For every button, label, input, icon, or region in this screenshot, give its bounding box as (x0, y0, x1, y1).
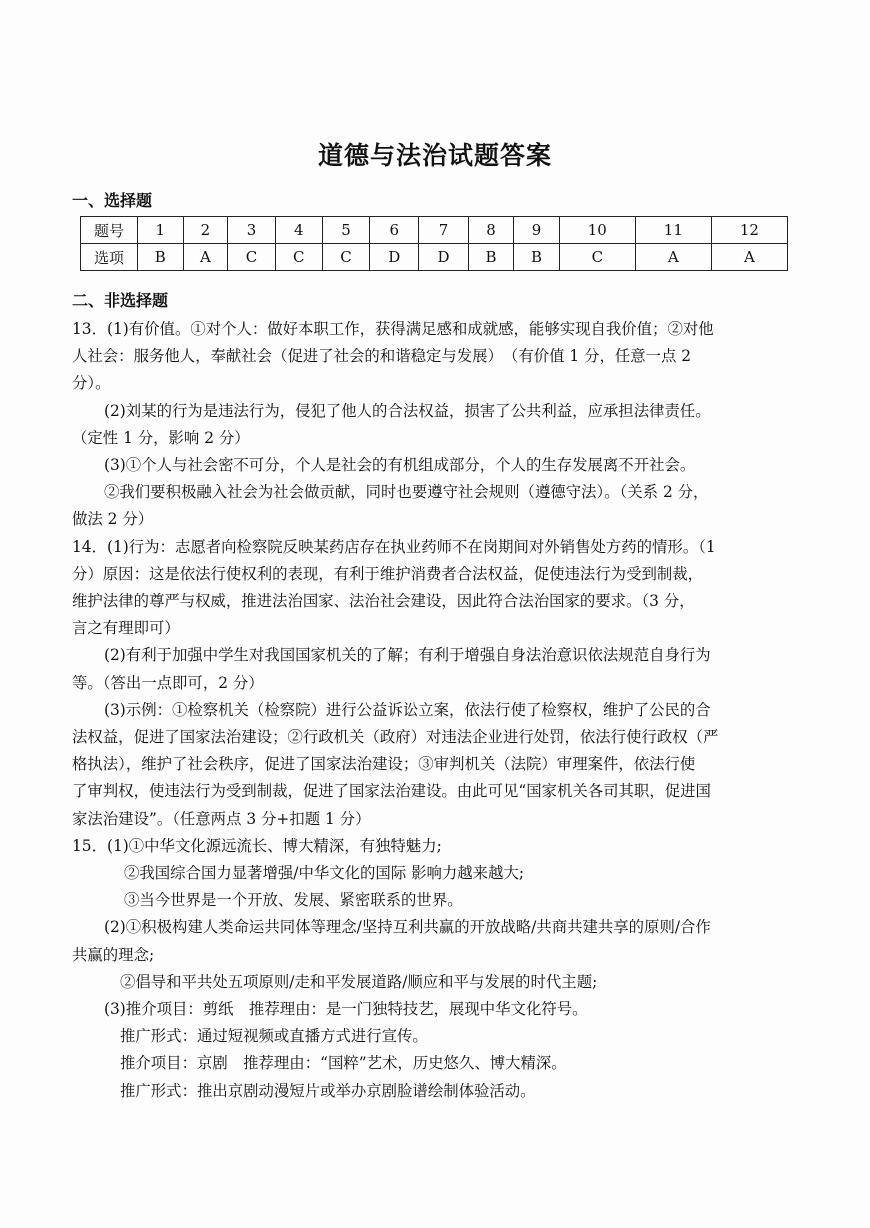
table-cell: B (514, 244, 560, 271)
table-cell: 2 (183, 217, 228, 244)
text-line: (3)①个人与社会密不可分，个人是社会的有机组成部分，个人的生存发展离不开社会。 (104, 456, 696, 475)
table-cell: A (635, 244, 711, 271)
text-line: 分）原因：这是依法行使权利的表现，有利于维护消费者合法权益，促使违法行为受到制裁， (72, 564, 704, 583)
section-heading-choice: 一、选择题 (72, 191, 153, 210)
text-line: 家法治建设”。（任意两点 3 分+扣题 1 分） (72, 809, 371, 828)
text-line: ③当今世界是一个开放、发展、紧密联系的世界。 (124, 891, 463, 910)
text-line: 15．(1)①中华文化源远流长、博大精深，有独特魅力; (72, 836, 442, 855)
text-line: 了审判权，使违法行为受到制裁，促进了国家法治建设。由此可见“国家机关各司其职，促进国 (72, 782, 711, 801)
table-cell: 5 (322, 217, 369, 244)
section-heading-open: 二、非选择题 (72, 291, 169, 310)
table-cell: C (559, 244, 635, 271)
text-line: (3)推介项目：剪纸 推荐理由：是一门独特技艺，展现中华文化符号。 (104, 1000, 588, 1019)
table-cell: B (468, 244, 514, 271)
text-line: 等。（答出一点即可，2 分） (72, 673, 264, 692)
table-cell: C (322, 244, 369, 271)
text-line: 推广形式：通过短视频或直播方式进行宣传。 (120, 1027, 428, 1046)
text-line: 格执法），维护了社会秩序，促进了国家法治建设；③审判机关（法院）审理案件，依法行使 (72, 755, 696, 774)
text-line: 维护法律的尊严与权威，推进法治国家、法治社会建设，因此符合法治国家的要求。（3 分， (72, 592, 695, 611)
text-line: (2)刘某的行为是违法行为，侵犯了他人的合法权益，损害了公共利益，应承担法律责任。 (104, 401, 711, 420)
table-cell: 4 (275, 217, 322, 244)
text-line: （定性 1 分，影响 2 分） (72, 428, 250, 447)
table-cell: 1 (138, 217, 184, 244)
table-row-numbers (81, 217, 788, 244)
table-cell: 10 (559, 217, 635, 244)
table-row-answers (81, 244, 788, 271)
table-cell: C (228, 244, 275, 271)
table-cell: D (370, 244, 419, 271)
text-line: 推广形式：推出京剧动漫短片或举办京剧脸谱绘制体验活动。 (120, 1081, 536, 1100)
table-cell: 11 (635, 217, 711, 244)
table-cell: A (183, 244, 228, 271)
text-line: (2)有利于加强中学生对我国国家机关的了解；有利于增强自身法治意识依法规范自身行为 (104, 646, 711, 665)
text-line: ②倡导和平共处五项原则/走和平发展道路/顺应和平与发展的时代主题; (120, 972, 598, 991)
table-header-option: 选项 (81, 244, 138, 271)
page-title: 道德与法治试题答案 (317, 141, 552, 170)
text-line: 13．(1)有价值。①对个人：做好本职工作，获得满足感和成就感，能够实现自我价值；②对他 (72, 320, 714, 338)
table-cell: 12 (711, 217, 787, 244)
text-line: 法权益，促进了国家法治建设；②行政机关（政府）对违法企业进行处罚，依法行使行政权（严 (72, 728, 719, 747)
text-line: 言之有理即可） (72, 619, 180, 638)
text-line: 做法 2 分） (72, 510, 154, 529)
table-cell: 7 (419, 217, 468, 244)
text-line: 分）。 (72, 374, 111, 393)
text-line: 人社会：服务他人，奉献社会（促进了社会的和谐稳定与发展） （有价值 1 分，任意一点 2 (72, 347, 692, 366)
table-cell: D (419, 244, 468, 271)
text-line: ②我国综合国力显著增强/中华文化的国际 影响力越来越大; (124, 864, 525, 883)
text-line: (2)①积极构建人类命运共同体等理念/坚持互利共赢的开放战略/共商共建共享的原则/合作 (104, 918, 711, 937)
text-line: 推介项目：京剧 推荐理由：“国粹”艺术，历史悠久、博大精深。 (120, 1054, 567, 1073)
text-line: ②我们要积极融入社会为社会做贡献，同时也要遵守社会规则（遵德守法）。（关系 2 分， (104, 483, 709, 502)
table-header-number: 题号 (81, 217, 138, 244)
table-cell: B (138, 244, 184, 271)
table-cell: 3 (228, 217, 275, 244)
table-cell: C (275, 244, 322, 271)
text-line: 14．(1)行为：志愿者向检察院反映某药店存在执业药师不在岗期间对外销售处方药的情形。（1 (72, 537, 716, 556)
table-cell: 6 (370, 217, 419, 244)
answer-body (72, 316, 802, 1105)
text-line: (3)示例：①检察机关（检察院）进行公益诉讼立案，依法行使了检察权，维护了公民的合 (104, 700, 711, 719)
text-line: 共赢的理念; (72, 945, 155, 964)
table-cell: 8 (468, 217, 514, 244)
table-cell: A (711, 244, 787, 271)
answer-table (80, 216, 788, 271)
table-cell: 9 (514, 217, 560, 244)
